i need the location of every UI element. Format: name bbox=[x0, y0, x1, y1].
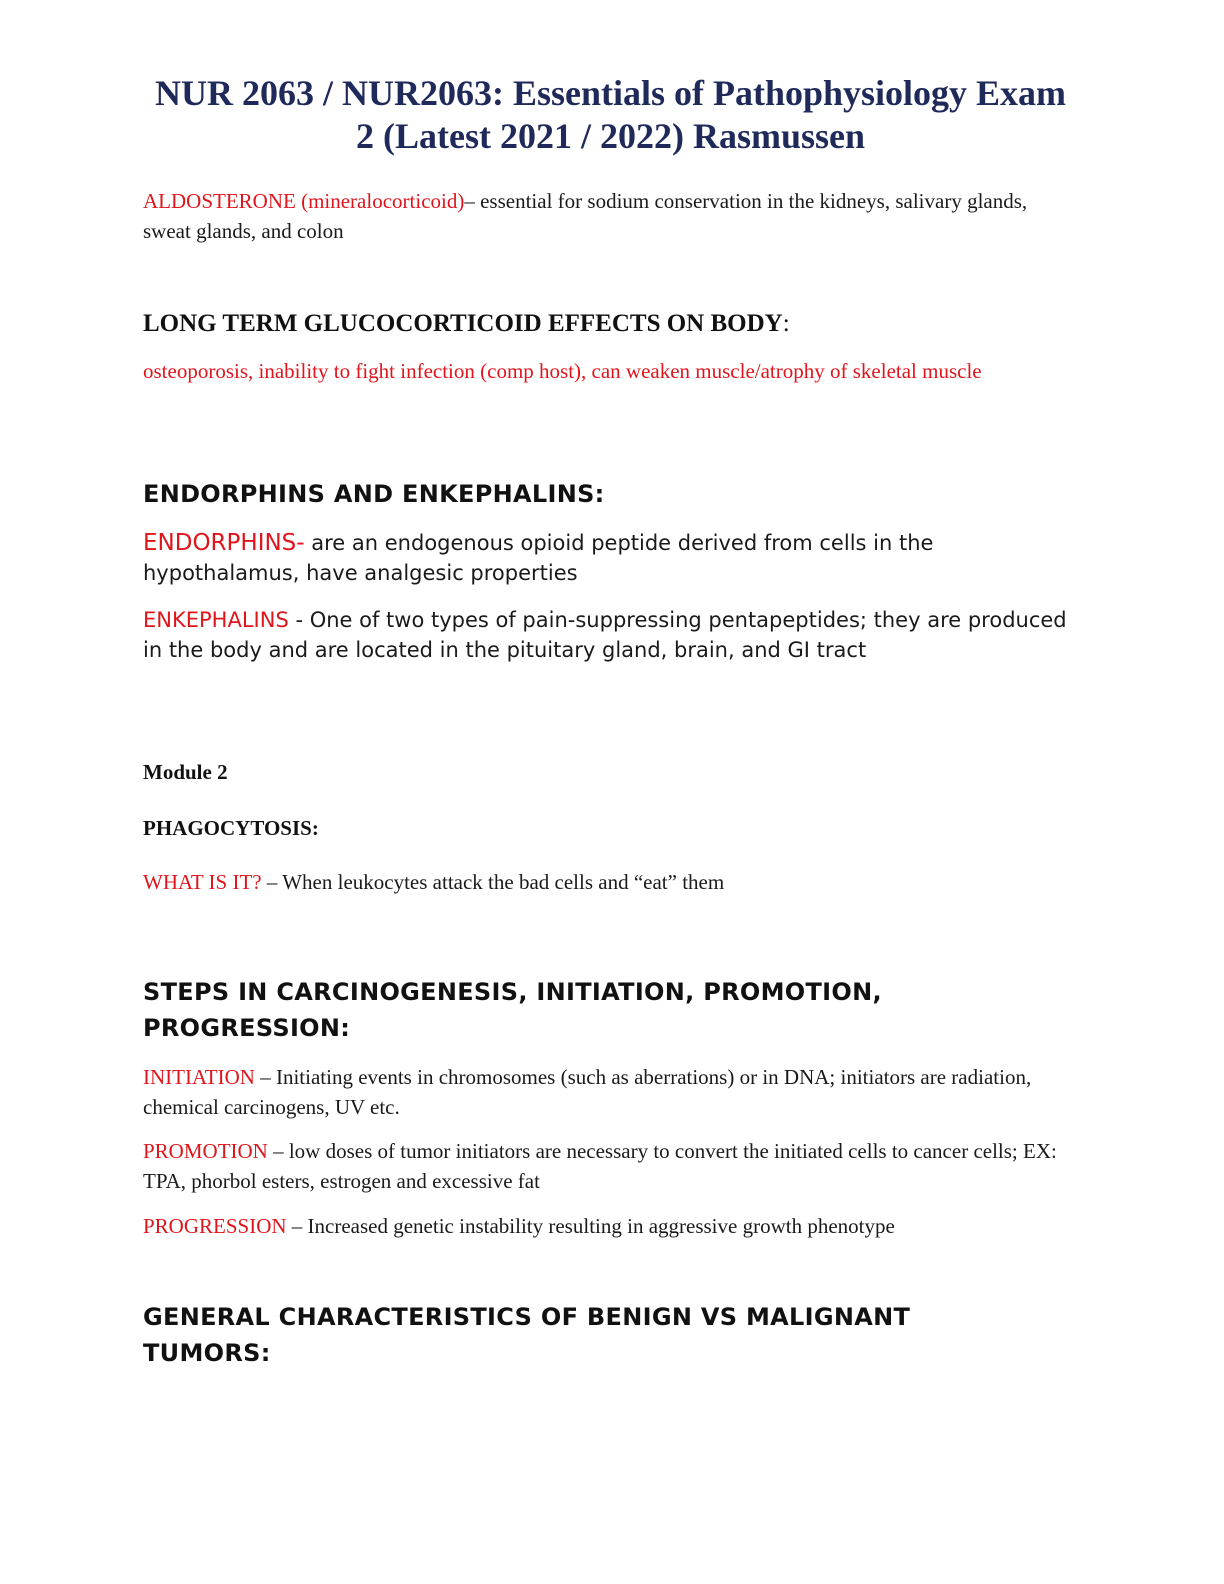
phagocytosis-paragraph bbox=[143, 867, 1073, 897]
initiation-paragraph bbox=[143, 1062, 1073, 1122]
aldosterone-text: – essential for sodium conservation in the kidneys, salivary glands, sweat glands, and colon bbox=[143, 189, 1028, 243]
module-label: Module 2 bbox=[143, 760, 228, 784]
progression-paragraph bbox=[143, 1211, 1073, 1241]
carcinogenesis-heading: STEPS IN CARCINOGENESIS, INITIATION, PROMOTION, PROGRESSION: bbox=[143, 978, 882, 1042]
phagocytosis-heading: PHAGOCYTOSIS: bbox=[143, 816, 319, 840]
phagocytosis-question: WHAT IS IT? bbox=[143, 870, 262, 894]
glucocorticoid-effects: osteoporosis, inability to fight infection (comp host), can weaken muscle/atrophy of skeletal muscle bbox=[143, 359, 982, 383]
enkephalins-paragraph bbox=[143, 605, 1073, 665]
endorphins-text: are an endogenous opioid peptide derived from cells in the hypothalamus, have analgesic properties bbox=[143, 531, 934, 585]
document-title bbox=[143, 72, 1078, 158]
promotion-text: – low doses of tumor initiators are necessary to convert the initiated cells to cancer cells; EX: TPA, phorbol esters, estrogen and excessive fat bbox=[143, 1139, 1057, 1193]
glucocorticoid-heading-colon: : bbox=[782, 310, 790, 337]
initiation-text: – Initiating events in chromosomes (such as aberrations) or in DNA; initiators are radiation, chemical carcinogens, UV etc. bbox=[143, 1065, 1032, 1119]
endorphins-heading: ENDORPHINS AND ENKEPHALINS: bbox=[143, 480, 605, 508]
promotion-paragraph bbox=[143, 1136, 1073, 1196]
glucocorticoid-heading-text: LONG TERM GLUCOCORTICOID EFFECTS ON BODY bbox=[143, 310, 783, 337]
tumors-heading: GENERAL CHARACTERISTICS OF BENIGN VS MALIGNANT TUMORS: bbox=[143, 1303, 911, 1367]
title-line-1: NUR 2063 / NUR2063: Essentials of Pathophysiology Exam bbox=[154, 73, 1067, 113]
endorphins-term: ENDORPHINS- bbox=[143, 530, 305, 556]
endorphins-paragraph bbox=[143, 528, 1073, 588]
aldosterone-paragraph bbox=[143, 186, 1073, 246]
enkephalins-text: - One of two types of pain-suppressing pentapeptides; they are produced in the body and are located in the pituitary gland, brain, and GI tract bbox=[143, 608, 1067, 662]
phagocytosis-answer: – When leukocytes attack the bad cells and “eat” them bbox=[261, 870, 725, 894]
glucocorticoid-heading bbox=[143, 309, 1073, 339]
initiation-term: INITIATION bbox=[143, 1065, 255, 1089]
progression-term: PROGRESSION bbox=[143, 1214, 287, 1238]
promotion-term: PROMOTION bbox=[143, 1139, 268, 1163]
title-line-2: 2 (Latest 2021 / 2022) Rasmussen bbox=[356, 116, 865, 156]
aldosterone-term: ALDOSTERONE (mineralocorticoid) bbox=[143, 189, 465, 213]
progression-text: – Increased genetic instability resulting in aggressive growth phenotype bbox=[286, 1214, 895, 1238]
enkephalins-term: ENKEPHALINS bbox=[143, 608, 289, 632]
